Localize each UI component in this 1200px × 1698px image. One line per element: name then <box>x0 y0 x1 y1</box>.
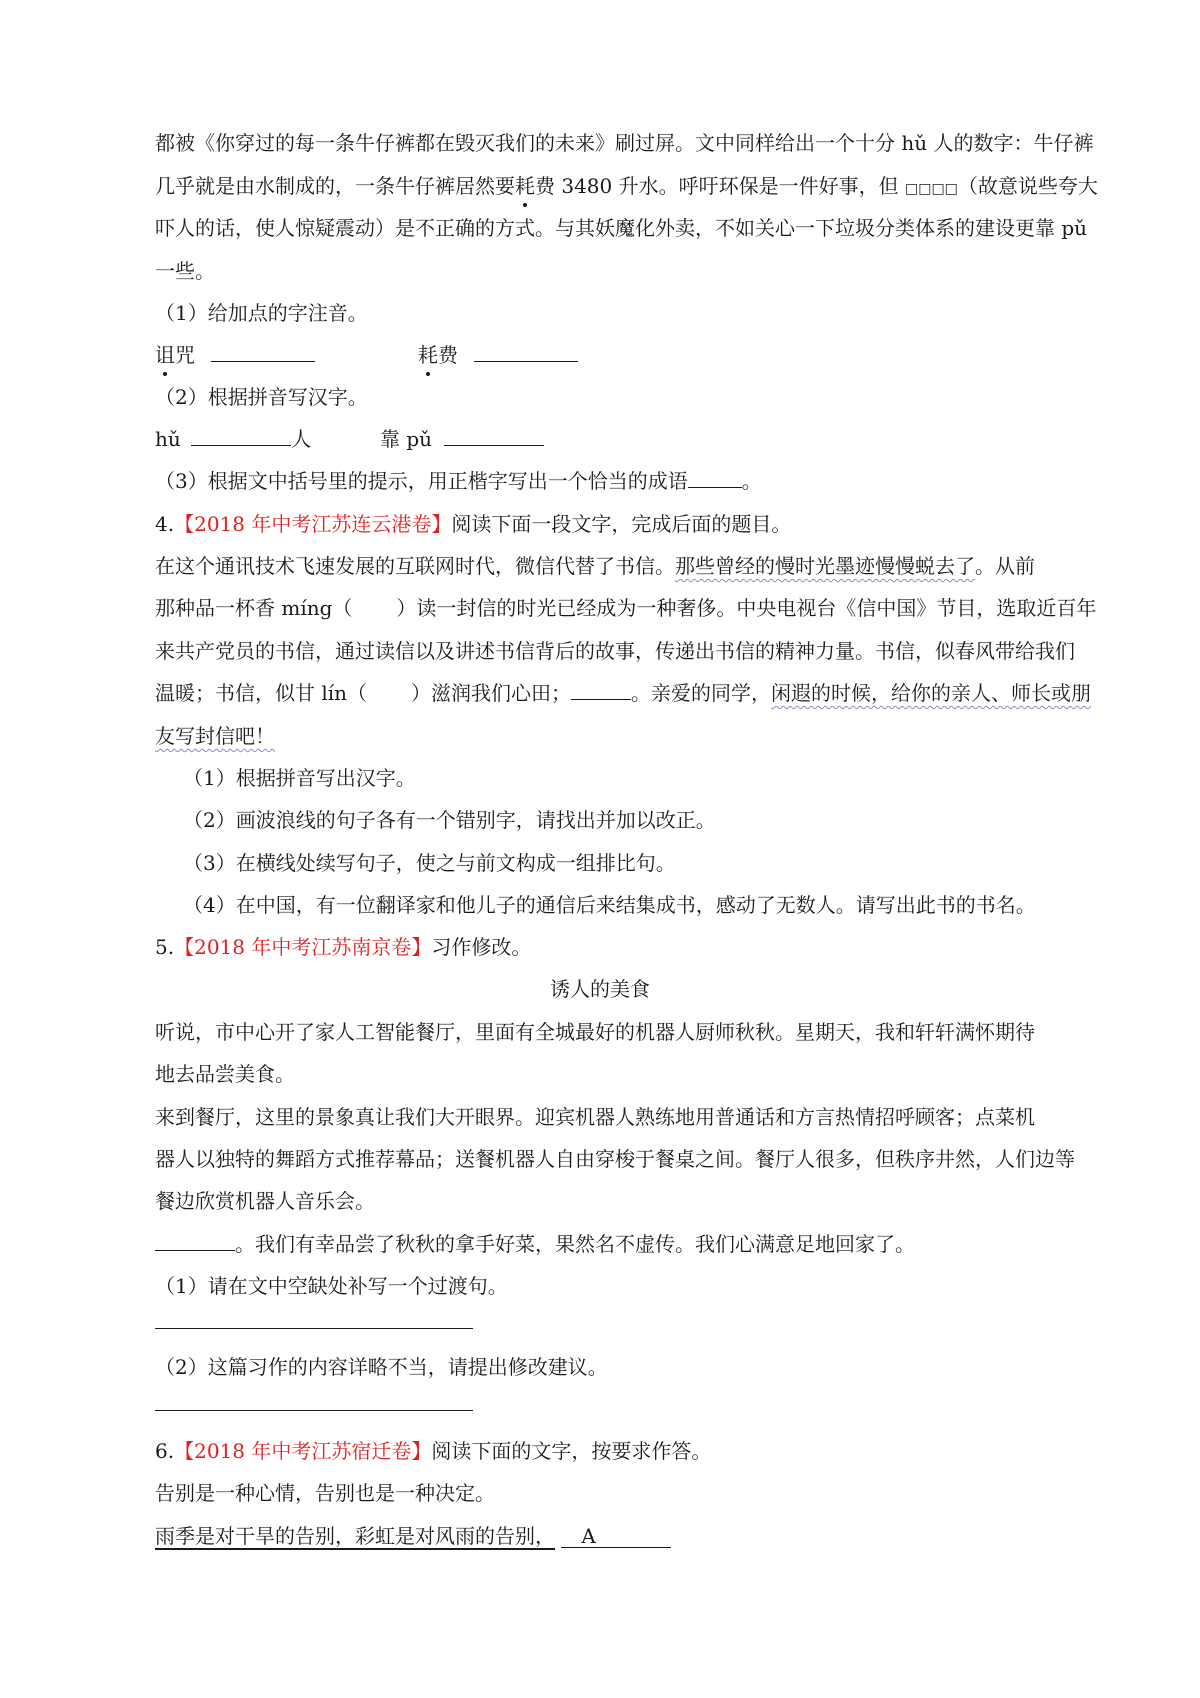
q4-sub2: （2）画波浪线的句子各有一个错别字，请找出并加以改正。 <box>183 808 716 832</box>
q4-l1-part1: 在这个通讯技术飞速发展的互联网时代，微信代替了书信。 <box>155 554 675 578</box>
pinyin-hu-suffix: 人 <box>291 427 312 451</box>
q4-instruction: 阅读下面一段文字，完成后面的题目。 <box>451 512 792 536</box>
passage3-line4: 一些。 <box>155 259 215 283</box>
q3-sub3-text: （3）根据文中括号里的提示，用正楷字写出一个恰当的成语 <box>155 469 688 493</box>
pinyin-pu: 靠 pǔ <box>380 427 433 451</box>
q4-l4-part2: ）滋润我们心田； <box>411 681 572 705</box>
idiom-placeholder-boxes: □□□□ <box>904 181 958 197</box>
q5-instruction: 习作修改。 <box>431 935 532 959</box>
q4-l4-part1: 温暖；书信，似甘 lín（ <box>155 681 368 705</box>
q4-number: 4. <box>155 512 175 536</box>
wavy-sentence-2a: 闲遐的时候，给你的亲人、师长或朋 <box>771 681 1092 705</box>
q4-source: 【2018 年中考江苏连云港卷】 <box>174 512 452 536</box>
q4-passage-line3: 来共产党员的书信，通过读信以及讲述书信背后的故事，传递出书信的精神力量。书信，似春风带给我们 <box>155 639 1075 663</box>
q4-passage-line4 <box>155 678 1091 708</box>
transition-sentence-blank[interactable] <box>155 1230 235 1251</box>
essay-p3 <box>155 1229 915 1259</box>
pinyin-hu: hǔ <box>155 427 181 451</box>
essay-p1-line1: 听说，市中心开了家人工智能餐厅，里面有全城最好的机器人厨师秋秋。星期天，我和轩轩满怀期待 <box>155 1020 1035 1044</box>
q6-underlined-sentence: 雨季是对干旱的告别，彩虹是对风雨的告别， <box>155 1524 555 1548</box>
q5-sub1: （1）请在文中空缺处补写一个过渡句。 <box>155 1274 508 1298</box>
word2-rest: 费 <box>438 343 458 367</box>
q5-heading <box>155 932 531 962</box>
idiom-blank[interactable] <box>688 467 742 488</box>
q4-passage-line2 <box>155 593 1096 623</box>
blank-a-label: A <box>581 1524 596 1548</box>
word1-rest: 咒 <box>175 343 195 367</box>
q3-sub1: （1）给加点的字注音。 <box>155 301 368 325</box>
q4-sub4: （4）在中国，有一位翻译家和他儿子的通信后来结集成书，感动了无数人。请写出此书的书名。 <box>183 893 1036 917</box>
dotted-char-hao-2: 耗 <box>418 340 438 370</box>
q4-sub3: （3）在横线处续写句子，使之与前文构成一组排比句。 <box>183 851 676 875</box>
dotted-char-hao: 耗 <box>515 171 535 201</box>
passage3-line2-part3: （故意说些夸大 <box>957 174 1098 198</box>
passage3-line3: 吓人的话，使人惊疑震动）是不正确的方式。与其妖魔化外卖，不如关心一下垃圾分类体系的建设更靠 pǔ <box>155 216 1088 240</box>
q5-number: 5. <box>155 935 175 959</box>
essay-p2-line2: 器人以独特的舞蹈方式推荐幕品；送餐机器人自由穿梭于餐桌之间。餐厅人很多，但秩序井然，人们边等 <box>155 1147 1075 1171</box>
q6-source: 【2018 年中考江苏宿迁卷】 <box>174 1439 432 1463</box>
wavy-sentence-1: 那些曾经的慢时光墨迹慢慢蜕去了 <box>675 554 975 578</box>
wavy-sentence-2b: 友写封信吧！ <box>155 724 275 748</box>
q3-sub1-word1 <box>155 340 315 370</box>
hanzi-blank-2[interactable] <box>444 425 544 446</box>
q6-heading <box>155 1436 711 1466</box>
q4-l4-part3: 。亲爱的同学， <box>631 681 772 705</box>
essay-p2-line1: 来到餐厅，这里的景象真让我们大开眼界。迎宾机器人熟练地用普通话和方言热情招呼顾客；点菜机 <box>155 1105 1035 1129</box>
essay-p3-text: 。我们有幸品尝了秋秋的拿手好菜，果然名不虚传。我们心满意足地回家了。 <box>235 1232 915 1256</box>
q6-line1: 告别是一种心情，告别也是一种决定。 <box>155 1481 495 1505</box>
dotted-char-zu: 诅 <box>155 340 175 370</box>
q5-source: 【2018 年中考江苏南京卷】 <box>174 935 432 959</box>
passage3-line1: 都被《你穿过的每一条牛仔裤都在毁灭我们的未来》刷过屏。文中同样给出一个十分 hǔ 人的数字：牛仔裤 <box>155 131 1094 155</box>
q6-line2 <box>155 1521 671 1551</box>
q4-l1-part3: 。从前 <box>975 554 1035 578</box>
hanzi-blank-1[interactable] <box>191 425 291 446</box>
passage3-line2-part1: 几乎就是由水制成的，一条牛仔裤居然要 <box>155 174 515 198</box>
q3-sub2-item2 <box>380 424 544 454</box>
essay-title: 诱人的美食 <box>550 977 650 1001</box>
q4-l2-part1: 那种品一杯香 míng（ <box>155 596 353 620</box>
q4-heading <box>155 509 791 539</box>
pinyin-blank-1[interactable] <box>211 341 315 362</box>
passage3-line2 <box>155 171 1098 204</box>
q6-instruction: 阅读下面的文字，按要求作答。 <box>431 1439 712 1463</box>
q3-sub3 <box>155 466 762 496</box>
essay-p1-line2: 地去品尝美食。 <box>155 1062 295 1086</box>
q4-passage-line1 <box>155 551 1035 581</box>
q4-l2-part2: ）读一封信的时光已经成为一种奢侈。中央电视台《信中国》节目，选取近百年 <box>396 596 1097 620</box>
q3-sub3-end: 。 <box>741 469 762 493</box>
answer-line-2[interactable] <box>155 1410 473 1411</box>
parallel-sentence-blank[interactable] <box>571 679 631 700</box>
q6-number: 6. <box>155 1439 175 1463</box>
q4-passage-line5 <box>155 721 275 751</box>
blank-a[interactable] <box>561 1525 671 1548</box>
answer-line-1[interactable] <box>155 1328 473 1329</box>
essay-p2-line3: 餐边欣赏机器人音乐会。 <box>155 1189 375 1213</box>
q3-sub2-item1 <box>155 424 311 454</box>
passage3-line2-part2: 费 3480 升水。呼吁环保是一件好事，但 <box>535 174 905 198</box>
q5-sub2: （2）这篇习作的内容详略不当，请提出修改建议。 <box>155 1355 608 1379</box>
pinyin-blank-2[interactable] <box>474 341 578 362</box>
q3-sub2: （2）根据拼音写汉字。 <box>155 385 368 409</box>
q4-sub1: （1）根据拼音写出汉字。 <box>183 766 416 790</box>
q3-sub1-word2 <box>418 340 578 370</box>
